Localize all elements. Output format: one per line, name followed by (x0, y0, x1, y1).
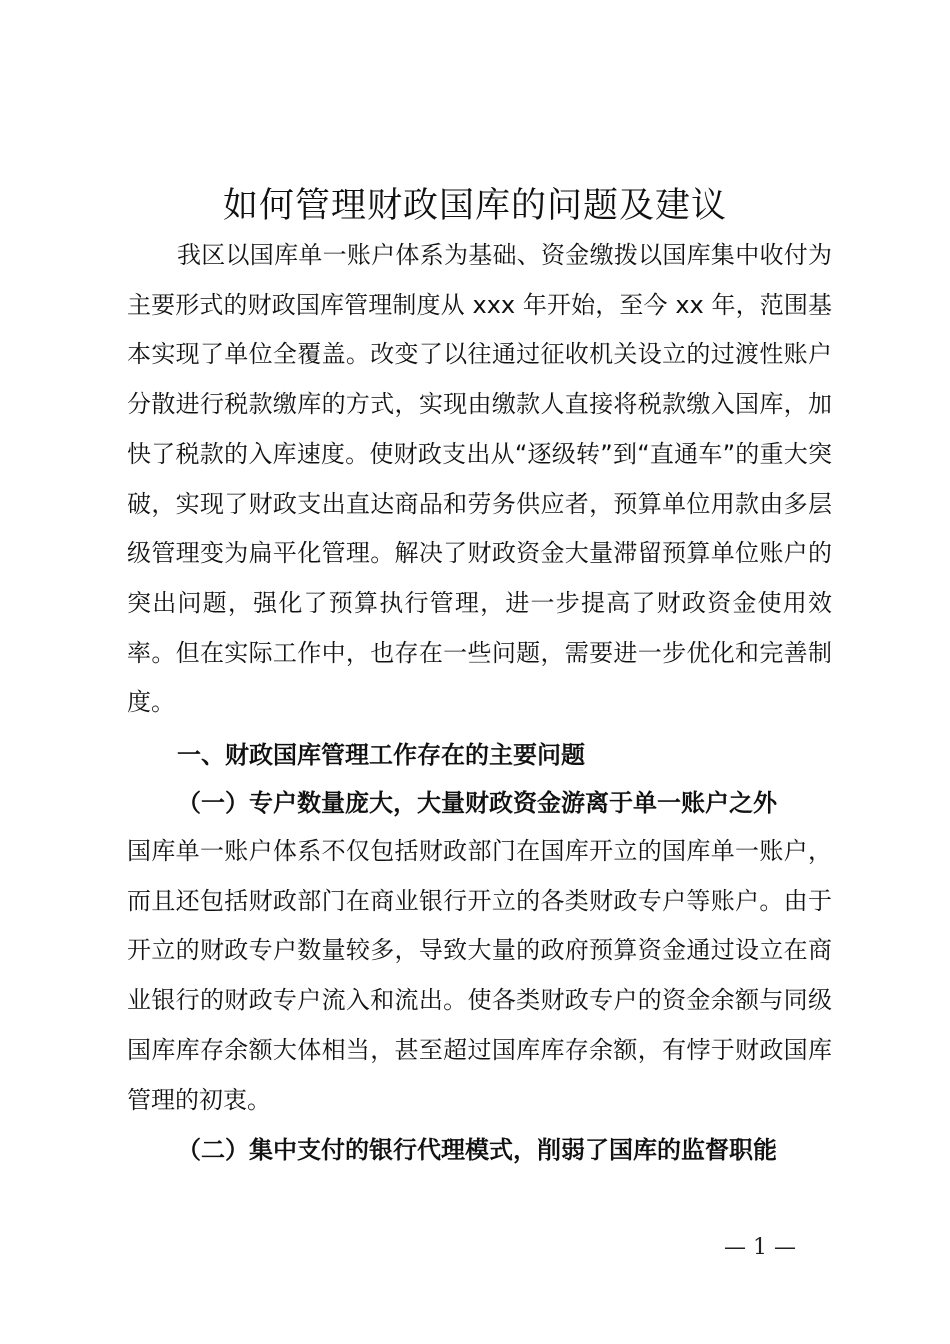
subsection-heading-2: （二）集中支付的银行代理模式，削弱了国库的监督职能 (177, 1136, 777, 1164)
subsection-heading-1: （一）专户数量庞大，大量财政资金游离于单一账户之外 (177, 789, 777, 817)
section-heading: 一、财政国库管理工作存在的主要问题 (177, 741, 585, 769)
subsection-1-paragraph: 国库单一账户体系不仅包括财政部门在国库开立的国库单一账户，而且还包括财政部门在商业银行开立的各类财政专户等账户。由于开立的财政专户数量较多，导致大量的政府预算资金通过设立在商业银行的财政专户流入和流出。使各类财政专户的资金余额与同级国库库存余额大体相当，甚至超过国库库存余额，有悖于财政国库管理的初衷。 (127, 837, 832, 1114)
document-title: 如何管理财政国库的问题及建议 (222, 186, 727, 226)
page-number: — 1 — (724, 1235, 796, 1260)
intro-paragraph: 我区以国库单一账户体系为基础、资金缴拨以国库集中收付为主要形式的财政国库管理制度从 xxx 年开始，至今 xx 年，范围基本实现了单位全覆盖。改变了以往通过征收机关设立的过渡性账户分散进行税款缴库的方式，实现由缴款人直接将税款缴入国库，加快了税款的入库速度。使财政支出从“逐级转”到“直通车”的重大突破，实现了财政支出直达商品和劳务供应者，预算单位用款由多层级管理变为扁平化管理。解决了财政资金大量滞留预算单位账户的突出问题，强化了预算执行管理，进一步提高了财政资金使用效率。但在实际工作中，也存在一些问题，需要进一步优化和完善制度。 (127, 241, 832, 717)
